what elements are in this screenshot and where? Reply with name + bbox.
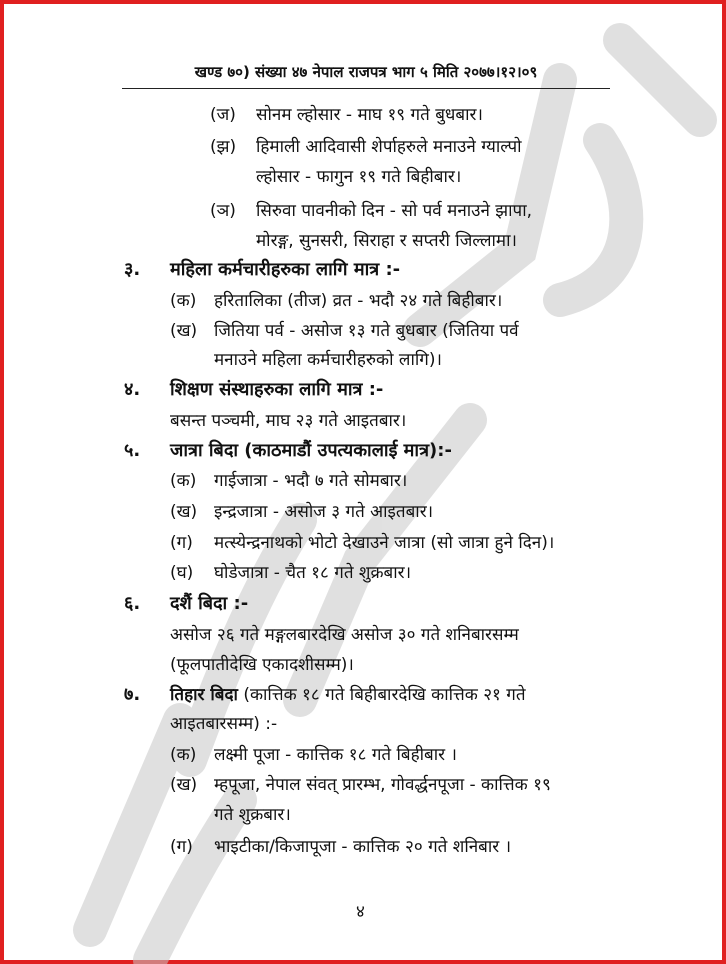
item-text: मनाउने महिला कर्मचारीहरुको लागि)। [214,350,442,370]
section-number: ४. [124,379,141,400]
item-marker: (ख) [170,775,198,795]
item-text: सोनम ल्होसार - माघ १९ गते बुधबार। [256,105,483,125]
section-text: असोज २६ गते मङ्गलबारदेखि असोज ३० गते शनिबारसम्म [170,625,519,645]
section-text: (फूलपातीदेखि एकादशीसम्म)। [170,655,354,675]
section-heading-line2: आइतबारसम्म) :- [170,714,278,734]
item-text: गाईजात्रा - भदौ ७ गते सोमबार। [214,471,408,491]
item-marker: (ज) [210,105,236,125]
section-number: ७. [124,684,141,705]
item-marker: (ग) [170,837,193,857]
item-marker: (ञ) [210,201,236,221]
item-marker: (घ) [170,563,194,583]
section-number: ६. [124,593,141,614]
item-text: गते शुक्रबार। [214,805,291,825]
item-marker: (क) [170,291,197,311]
item-text: इन्द्रजात्रा - असोज ३ गते आइतबार। [214,502,434,522]
section-title: तिहार बिदा [170,685,238,705]
item-marker: (क) [170,471,197,491]
section-number: ५. [124,440,141,461]
item-text: हिमाली आदिवासी शेर्पाहरुले मनाउने ग्याल्पो [256,137,522,157]
item-text: जितिया पर्व - असोज १३ गते बुधबार (जितिया पर्व [214,321,519,341]
item-text: घोडेजात्रा - चैत १८ गते शुक्रबार। [214,563,412,583]
section-heading-line [170,682,526,705]
item-text: सिरुवा पावनीको दिन - सो पर्व मनाउने झापा, [256,201,533,221]
section-title-rest: (कात्तिक १८ गते बिहीबारदेखि कात्तिक २१ गते [237,685,526,705]
gazette-header: खण्ड ७०) संख्या ४७ नेपाल राजपत्र भाग ५ मिति २०७७।१२।०९ [122,62,610,89]
item-marker: (ख) [170,321,198,341]
section-number: ३. [124,259,141,280]
item-text: लक्ष्मी पूजा - कात्तिक १८ गते बिहीबार । [214,745,457,765]
item-text: म्हपूजा, नेपाल संवत् प्रारम्भ, गोवर्द्धनपूजा - कात्तिक १९ [214,775,551,795]
item-marker: (ख) [170,502,198,522]
section-title: महिला कर्मचारीहरुका लागि मात्र :- [170,259,401,280]
item-text: भाइटीका/किजापूजा - कात्तिक २० गते शनिबार । [214,837,512,857]
item-text: मत्स्येन्द्रनाथको भोटो देखाउने जात्रा (सो जात्रा हुने दिन)। [214,533,555,553]
item-marker: (ग) [170,533,193,553]
section-text: बसन्त पञ्चमी, माघ २३ गते आइतबार। [170,411,407,431]
item-marker: (झ) [210,137,237,157]
item-text: हरितालिका (तीज) व्रत - भदौ २४ गते बिहीबार। [214,291,503,311]
item-text: मोरङ्ग, सुनसरी, सिराहा र सप्तरी जिल्लामा। [256,231,517,251]
item-text: ल्होसार - फागुन १९ गते बिहीबार। [256,167,462,187]
section-title: दशैं बिदा :- [170,593,249,614]
item-marker: (क) [170,745,197,765]
section-title: जात्रा बिदा (काठमाडौं उपत्यकालाई मात्र):- [170,440,452,461]
section-title: शिक्षण संस्थाहरुका लागि मात्र :- [170,379,384,400]
page-number: ४ [356,902,365,922]
